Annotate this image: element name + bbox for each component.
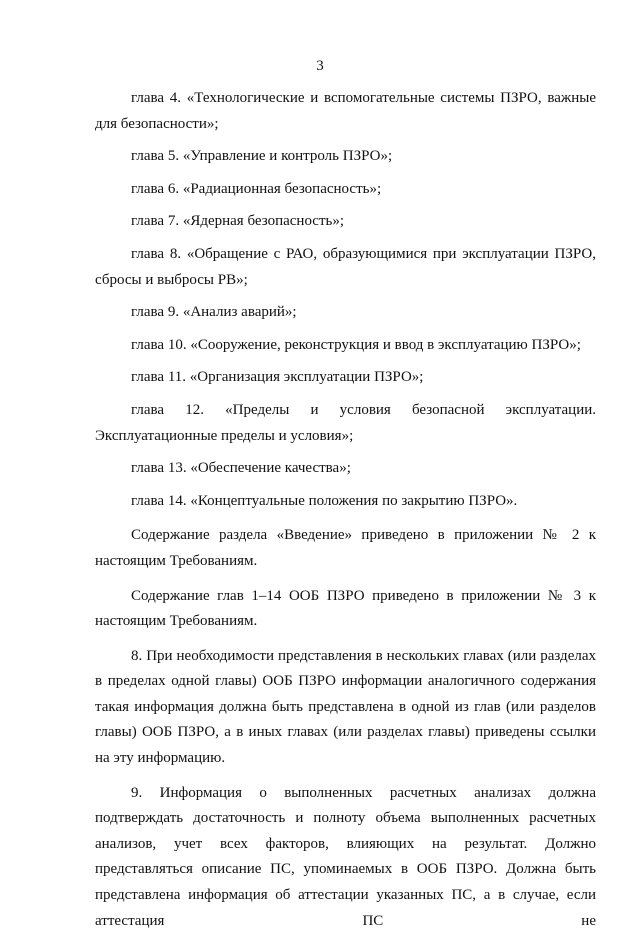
- chapter-14-item: глава 14. «Концептуальные положения по закрытию ПЗРО».: [131, 492, 518, 509]
- paragraph-9: 9. Информация о выполненных расчетных анализах должна подтверждать достаточность и полноту объема выполненных расчетных анализов, учет всех факторов, влияющих на результат. Должно представляться описание ПС, упоминаемых в ООБ ПЗРО. Должна быть представлена информация об аттестации указанных ПС, а в случае, если аттестация ПС не: [95, 784, 596, 929]
- chapter-10-item: глава 10. «Сооружение, реконструкция и ввод в эксплуатацию ПЗРО»;: [131, 336, 581, 353]
- chapters-content-note: Содержание глав 1–14 ООБ ПЗРО приведено в приложении № 3 к настоящим Требованиям.: [95, 587, 596, 630]
- document-body: [95, 86, 596, 934]
- chapter-4-item: глава 4. «Технологические и вспомогательные системы ПЗРО, важные для безопасности»;: [95, 90, 596, 132]
- chapter-8-item: глава 8. «Обращение с РАО, образующимися при эксплуатации ПЗРО, сбросы и выбросы РВ»;: [95, 245, 596, 288]
- chapter-7-item: глава 7. «Ядерная безопасность»;: [131, 213, 345, 230]
- chapter-12-item: глава 12. «Пределы и условия безопасной эксплуатации. Эксплуатационные пределы и условия»;: [95, 401, 596, 444]
- chapter-5-item: глава 5. «Управление и контроль ПЗРО»;: [131, 148, 393, 165]
- chapter-6-item: глава 6. «Радиационная безопасность»;: [131, 180, 382, 197]
- page-number: 3: [316, 58, 324, 74]
- introduction-content-note: Содержание раздела «Введение» приведено в приложении № 2 к настоящим Требованиям.: [95, 527, 596, 569]
- chapter-11-item: глава 11. «Организация эксплуатации ПЗРО»;: [131, 369, 424, 386]
- chapter-13-item: глава 13. «Обеспечение качества»;: [131, 460, 351, 477]
- paragraph-8: 8. При необходимости представления в нескольких главах (или разделах в пределах одной главы) ООБ ПЗРО информации аналогичного содержания такая информация должна быть представлена в одной из глав (или разделов главы) ООБ ПЗРО, а в иных главах (или разделах главы) приведены ссылки на эту информацию.: [95, 647, 596, 767]
- chapter-9-item: глава 9. «Анализ аварий»;: [131, 304, 297, 321]
